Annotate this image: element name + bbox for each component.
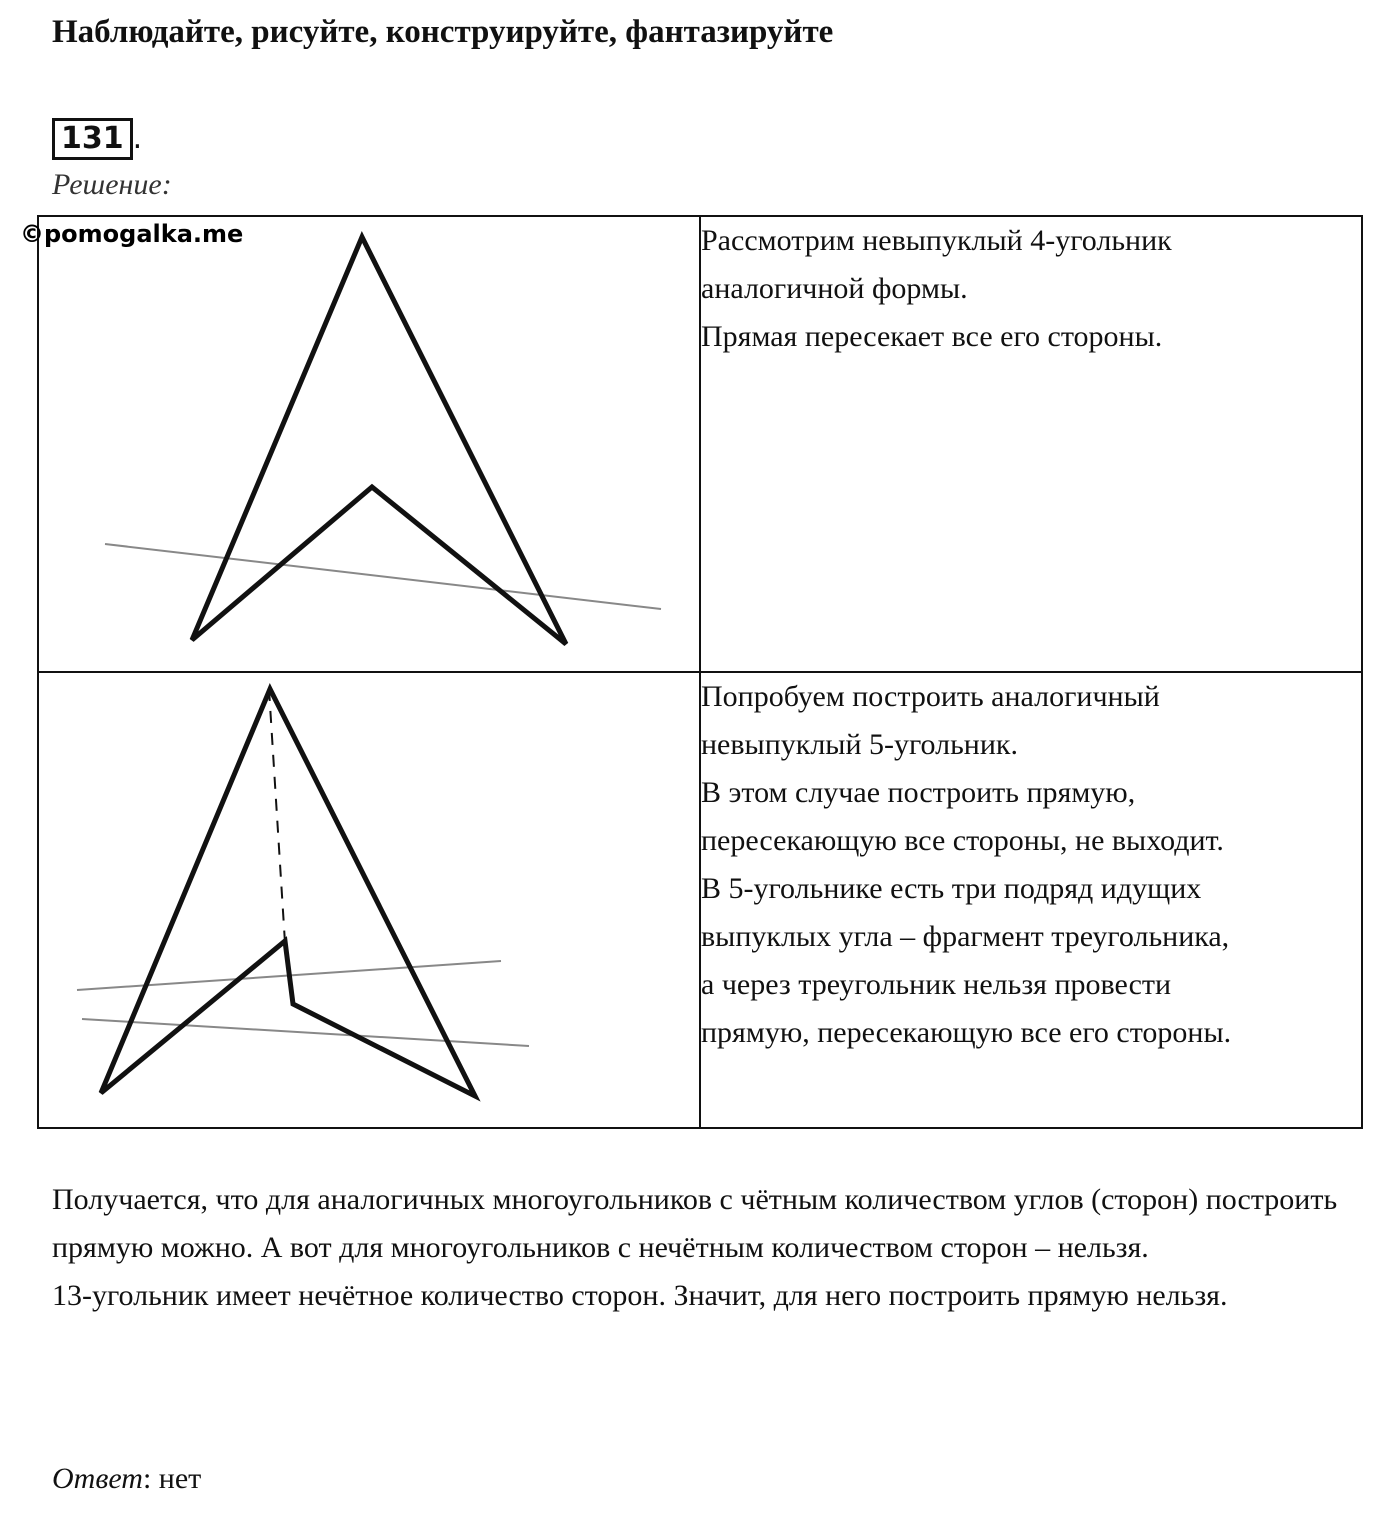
page-heading: Наблюдайте, рисуйте, конструируйте, фантазируйте — [52, 14, 834, 50]
conclusion-paragraph: 13-угольник имеет нечётное количество сторон. Значит, для него построить прямую нельзя. — [52, 1279, 1228, 1312]
dashed-diagonal — [269, 689, 285, 943]
conclusion — [52, 1176, 1352, 1320]
text-line: В 5-угольнике есть три подряд идущих — [701, 872, 1202, 905]
table-row — [38, 672, 1362, 1128]
concave-pentagon — [101, 689, 475, 1096]
concave-quadrilateral — [192, 237, 566, 644]
secant-line — [105, 544, 661, 609]
answer-label: Ответ — [52, 1462, 143, 1495]
pentagon-text-cell — [700, 672, 1362, 1128]
quadrilateral-figure — [39, 217, 699, 671]
solution-label: Решение: — [52, 168, 172, 201]
task-number-box: 131 — [52, 118, 133, 160]
pentagon-figure-cell — [38, 672, 700, 1128]
text-line: Прямая пересекает все его стороны. — [701, 320, 1163, 353]
answer — [52, 1462, 201, 1496]
watermark: ©pomogalka.me — [20, 220, 244, 248]
text-line: невыпуклый 5-угольник. — [701, 728, 1018, 761]
answer-value: нет — [158, 1462, 202, 1495]
text-line: а через треугольник нельзя провести — [701, 968, 1172, 1001]
text-line: Попробуем построить аналогичный — [701, 680, 1160, 713]
table-row — [38, 216, 1362, 672]
text-line: Рассмотрим невыпуклый 4-угольник — [701, 224, 1172, 257]
text-line: пересекающую все стороны, не выходит. — [701, 824, 1224, 857]
answer-separator: : — [142, 1462, 159, 1495]
quadrilateral-figure-cell — [38, 216, 700, 672]
text-line: аналогичной формы. — [701, 272, 968, 305]
secant-line — [82, 1019, 529, 1046]
pentagon-figure — [39, 673, 699, 1127]
solution-table — [37, 215, 1363, 1129]
text-line: В этом случае построить прямую, — [701, 776, 1136, 809]
conclusion-paragraph: Получается, что для аналогичных многоугольников с чётным количеством углов (сторон) построить прямую можно. А вот для многоугольников с нечётным количеством сторон – нельзя. — [52, 1183, 1338, 1264]
text-line: выпуклых угла – фрагмент треугольника, — [701, 920, 1230, 953]
task-number — [52, 118, 142, 160]
text-line: прямую, пересекающую все его стороны. — [701, 1016, 1232, 1049]
quadrilateral-text-cell — [700, 216, 1362, 672]
task-number-dot: . — [132, 121, 143, 156]
